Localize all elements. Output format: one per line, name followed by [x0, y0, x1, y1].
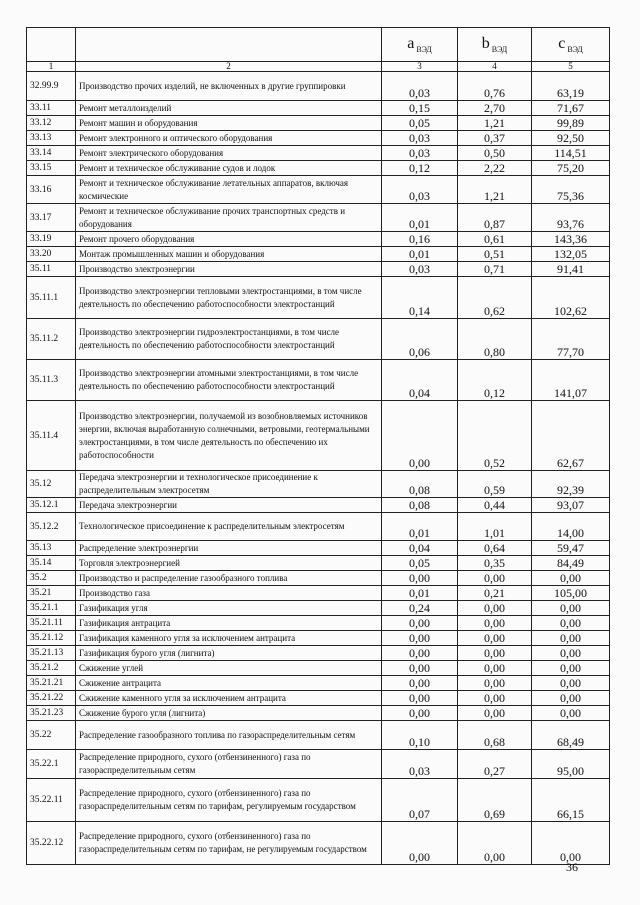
row-code: 35.21.1 [27, 601, 76, 616]
row-value-c: 75,20 [532, 161, 610, 176]
row-value-b: 2,22 [458, 161, 532, 176]
row-value-a: 0,03 [382, 750, 458, 779]
row-value-c: 141,07 [532, 360, 610, 401]
row-name: Ремонт электрического оборудования [76, 146, 382, 161]
row-value-a: 0,01 [382, 247, 458, 262]
row-name: Производство электроэнергии, получаемой из возобновляемых источников энергии, включая выработанную солнечными, ветровыми, геотермальными электростанциями, в том числе деятельность по обеспечению их работоспособности [76, 401, 382, 471]
table-row [27, 116, 610, 131]
row-value-b: 0,80 [458, 319, 532, 360]
row-name: Производство прочих изделий, не включенных в другие группировки [76, 72, 382, 101]
column-number: 4 [458, 62, 532, 72]
header-col-b [458, 28, 532, 62]
row-value-b: 1,21 [458, 176, 532, 204]
row-name: Ремонт металлоизделий [76, 101, 382, 116]
row-name: Производство электроэнергии [76, 262, 382, 277]
row-value-c: 91,41 [532, 262, 610, 277]
row-value-b: 1,01 [458, 513, 532, 541]
row-value-c: 0,00 [532, 661, 610, 676]
row-value-a: 0,07 [382, 779, 458, 822]
row-value-b: 0,00 [458, 676, 532, 691]
row-value-b: 0,69 [458, 779, 532, 822]
row-code: 35.2 [27, 571, 76, 586]
table-row [27, 779, 610, 822]
row-name: Распределение газообразного топлива по газораспределительным сетям [76, 721, 382, 750]
header-col-b-sub: ВЭД [491, 45, 508, 55]
row-value-c: 93,07 [532, 498, 610, 513]
row-value-b: 0,27 [458, 750, 532, 779]
row-value-c: 71,67 [532, 101, 610, 116]
table-row [27, 616, 610, 631]
table-row [27, 247, 610, 262]
row-value-b: 0,87 [458, 204, 532, 232]
row-name: Сжижение антрацита [76, 676, 382, 691]
row-value-b: 0,51 [458, 247, 532, 262]
row-value-b: 0,00 [458, 646, 532, 661]
row-value-c: 0,00 [532, 706, 610, 721]
row-value-b: 0,00 [458, 571, 532, 586]
row-value-b: 0,71 [458, 262, 532, 277]
row-value-b: 0,62 [458, 277, 532, 319]
row-code: 35.21.21 [27, 676, 76, 691]
header-col-b-label: b [481, 34, 490, 52]
row-value-c: 132,05 [532, 247, 610, 262]
row-value-b: 0,68 [458, 721, 532, 750]
row-value-a: 0,04 [382, 541, 458, 556]
header-empty-code [27, 28, 76, 62]
row-code: 33.14 [27, 146, 76, 161]
table-row [27, 706, 610, 721]
row-code: 33.16 [27, 176, 76, 204]
row-name: Торговля электроэнергией [76, 556, 382, 571]
row-value-c: 0,00 [532, 691, 610, 706]
row-value-c: 0,00 [532, 646, 610, 661]
row-value-b: 0,37 [458, 131, 532, 146]
row-value-a: 0,03 [382, 262, 458, 277]
row-name: Сжижение каменного угля за исключением антрацита [76, 691, 382, 706]
row-name: Производство и распределение газообразного топлива [76, 571, 382, 586]
row-value-b: 0,00 [458, 822, 532, 865]
row-value-c: 0,00 [532, 631, 610, 646]
row-code: 33.19 [27, 232, 76, 247]
table-row [27, 161, 610, 176]
row-value-c: 63,19 [532, 72, 610, 101]
table-row [27, 131, 610, 146]
row-value-c: 93,76 [532, 204, 610, 232]
row-value-a: 0,05 [382, 116, 458, 131]
table-row [27, 541, 610, 556]
row-name: Производство электроэнергии гидроэлектростанциями, в том числе деятельность по обеспечению работоспособности электростанций [76, 319, 382, 360]
row-value-a: 0,03 [382, 176, 458, 204]
row-value-b: 0,59 [458, 471, 532, 498]
row-value-a: 0,08 [382, 471, 458, 498]
row-name: Сжижение углей [76, 661, 382, 676]
table-row [27, 676, 610, 691]
table-row [27, 277, 610, 319]
row-code: 35.13 [27, 541, 76, 556]
row-value-a: 0,03 [382, 146, 458, 161]
table-row [27, 691, 610, 706]
table-header-row [27, 28, 610, 62]
row-code: 35.22.11 [27, 779, 76, 822]
row-name: Газификация бурого угля (лигнита) [76, 646, 382, 661]
row-value-a: 0,00 [382, 691, 458, 706]
table-row [27, 556, 610, 571]
table-row [27, 319, 610, 360]
row-name: Распределение электроэнергии [76, 541, 382, 556]
row-code: 35.22.1 [27, 750, 76, 779]
row-name: Ремонт и техническое обслуживание судов и лодок [76, 161, 382, 176]
row-code: 35.12.1 [27, 498, 76, 513]
row-value-b: 0,76 [458, 72, 532, 101]
row-value-c: 102,62 [532, 277, 610, 319]
page-number: 36 [566, 860, 578, 874]
row-value-c: 0,00 [532, 616, 610, 631]
row-code: 35.21 [27, 586, 76, 601]
row-value-b: 0,00 [458, 631, 532, 646]
row-code: 35.11.1 [27, 277, 76, 319]
row-name: Газификация угля [76, 601, 382, 616]
table-row [27, 498, 610, 513]
header-col-c [532, 28, 610, 62]
table-row [27, 513, 610, 541]
row-code: 35.11.3 [27, 360, 76, 401]
row-value-a: 0,00 [382, 401, 458, 471]
table-row [27, 262, 610, 277]
row-name: Производство электроэнергии тепловыми электростанциями, в том числе деятельность по обеспечению работоспособности электростанций [76, 277, 382, 319]
column-number: 1 [27, 62, 76, 72]
row-value-a: 0,00 [382, 676, 458, 691]
row-code: 33.12 [27, 116, 76, 131]
row-value-a: 0,00 [382, 616, 458, 631]
row-value-a: 0,01 [382, 204, 458, 232]
row-name: Распределение природного, сухого (отбензиненного) газа по газораспределительным сетям по тарифам, регулируемым государством [76, 779, 382, 822]
row-name: Технологическое присоединение к распределительным электросетям [76, 513, 382, 541]
row-code: 35.21.2 [27, 661, 76, 676]
row-value-c: 14,00 [532, 513, 610, 541]
table-row [27, 750, 610, 779]
row-value-a: 0,05 [382, 556, 458, 571]
row-value-a: 0,16 [382, 232, 458, 247]
table-row [27, 360, 610, 401]
row-value-a: 0,01 [382, 513, 458, 541]
row-value-c: 0,00 [532, 601, 610, 616]
row-value-b: 0,50 [458, 146, 532, 161]
row-code: 35.22.12 [27, 822, 76, 865]
row-value-a: 0,10 [382, 721, 458, 750]
row-code: 33.11 [27, 101, 76, 116]
row-code: 35.14 [27, 556, 76, 571]
table-row [27, 232, 610, 247]
row-name: Производство газа [76, 586, 382, 601]
table-row [27, 204, 610, 232]
column-number: 5 [532, 62, 610, 72]
row-value-b: 0,35 [458, 556, 532, 571]
row-value-b: 0,21 [458, 586, 532, 601]
row-name: Распределение природного, сухого (отбензиненного) газа по газораспределительным сетям [76, 750, 382, 779]
row-value-b: 0,61 [458, 232, 532, 247]
row-code: 33.20 [27, 247, 76, 262]
row-value-c: 114,51 [532, 146, 610, 161]
row-value-a: 0,03 [382, 72, 458, 101]
row-name: Ремонт машин и оборудования [76, 116, 382, 131]
row-name: Газификация антрацита [76, 616, 382, 631]
row-value-b: 1,21 [458, 116, 532, 131]
indicator-table [26, 27, 610, 865]
row-code: 32.99.9 [27, 72, 76, 101]
row-value-c: 92,39 [532, 471, 610, 498]
row-value-b: 2,70 [458, 101, 532, 116]
row-code: 33.15 [27, 161, 76, 176]
table-body [27, 72, 610, 865]
row-code: 35.22 [27, 721, 76, 750]
table-row [27, 72, 610, 101]
row-value-a: 0,00 [382, 571, 458, 586]
row-value-b: 0,00 [458, 616, 532, 631]
row-value-c: 143,36 [532, 232, 610, 247]
row-name: Передача электроэнергии [76, 498, 382, 513]
row-code: 35.21.13 [27, 646, 76, 661]
header-col-c-sub: ВЭД [567, 45, 583, 55]
table-row [27, 721, 610, 750]
row-code: 35.11 [27, 262, 76, 277]
row-value-b: 0,64 [458, 541, 532, 556]
table-row [27, 601, 610, 616]
row-value-b: 0,44 [458, 498, 532, 513]
header-col-c-label: c [558, 34, 566, 52]
row-code: 33.17 [27, 204, 76, 232]
row-value-c: 75,36 [532, 176, 610, 204]
table-row [27, 471, 610, 498]
table-row [27, 631, 610, 646]
header-col-a [382, 28, 458, 62]
table-row [27, 586, 610, 601]
row-code: 35.12 [27, 471, 76, 498]
row-value-a: 0,01 [382, 586, 458, 601]
row-value-a: 0,00 [382, 631, 458, 646]
row-name: Ремонт и техническое обслуживание прочих транспортных средств и оборудования [76, 204, 382, 232]
header-col-a-sub: ВЭД [416, 45, 432, 55]
row-value-c: 77,70 [532, 319, 610, 360]
column-number: 3 [382, 62, 458, 72]
row-value-a: 0,00 [382, 661, 458, 676]
row-name: Монтаж промышленных машин и оборудования [76, 247, 382, 262]
table-row [27, 176, 610, 204]
row-value-b: 0,12 [458, 360, 532, 401]
row-value-b: 0,00 [458, 661, 532, 676]
row-value-b: 0,00 [458, 706, 532, 721]
row-value-c: 92,50 [532, 131, 610, 146]
table-row [27, 646, 610, 661]
row-name: Распределение природного, сухого (отбензиненного) газа по газораспределительным сетям по тарифам, не регулируемым государством [76, 822, 382, 865]
header-col-a-label: a [407, 34, 415, 52]
row-value-c: 66,15 [532, 779, 610, 822]
row-value-a: 0,00 [382, 646, 458, 661]
row-value-a: 0,12 [382, 161, 458, 176]
row-code: 35.11.2 [27, 319, 76, 360]
row-code: 33.13 [27, 131, 76, 146]
table-row [27, 401, 610, 471]
row-value-c: 95,00 [532, 750, 610, 779]
row-code: 35.12.2 [27, 513, 76, 541]
row-value-c: 68,49 [532, 721, 610, 750]
row-code: 35.21.11 [27, 616, 76, 631]
row-name: Ремонт прочего оборудования [76, 232, 382, 247]
row-value-c: 0,00 [532, 571, 610, 586]
row-value-c: 84,49 [532, 556, 610, 571]
row-value-c: 0,00 [532, 822, 610, 865]
row-value-a: 0,14 [382, 277, 458, 319]
table-row [27, 571, 610, 586]
row-name: Газификация каменного угля за исключением антрацита [76, 631, 382, 646]
column-number-row [27, 62, 610, 72]
row-value-c: 99,89 [532, 116, 610, 131]
table-row [27, 822, 610, 865]
row-value-c: 59,47 [532, 541, 610, 556]
row-value-a: 0,04 [382, 360, 458, 401]
row-value-a: 0,03 [382, 131, 458, 146]
row-value-c: 62,67 [532, 401, 610, 471]
row-name: Ремонт электронного и оптического оборудования [76, 131, 382, 146]
row-value-b: 0,00 [458, 601, 532, 616]
table-row [27, 146, 610, 161]
row-value-b: 0,52 [458, 401, 532, 471]
row-code: 35.21.22 [27, 691, 76, 706]
row-name: Сжижение бурого угля (лигнита) [76, 706, 382, 721]
row-code: 35.21.23 [27, 706, 76, 721]
row-code: 35.11.4 [27, 401, 76, 471]
row-name: Производство электроэнергии атомными электростанциями, в том числе деятельность по обеспечению работоспособности электростанций [76, 360, 382, 401]
row-value-c: 105,00 [532, 586, 610, 601]
row-code: 35.21.12 [27, 631, 76, 646]
header-empty-name [76, 28, 382, 62]
table-row [27, 661, 610, 676]
row-value-a: 0,08 [382, 498, 458, 513]
row-value-a: 0,06 [382, 319, 458, 360]
row-value-a: 0,00 [382, 822, 458, 865]
row-value-a: 0,24 [382, 601, 458, 616]
row-name: Передача электроэнергии и технологическое присоединение к распределительным электросетям [76, 471, 382, 498]
row-value-c: 0,00 [532, 676, 610, 691]
table-row [27, 101, 610, 116]
row-value-b: 0,00 [458, 691, 532, 706]
row-value-a: 0,00 [382, 706, 458, 721]
row-name: Ремонт и техническое обслуживание летательных аппаратов, включая космические [76, 176, 382, 204]
row-value-a: 0,15 [382, 101, 458, 116]
column-number: 2 [76, 62, 382, 72]
